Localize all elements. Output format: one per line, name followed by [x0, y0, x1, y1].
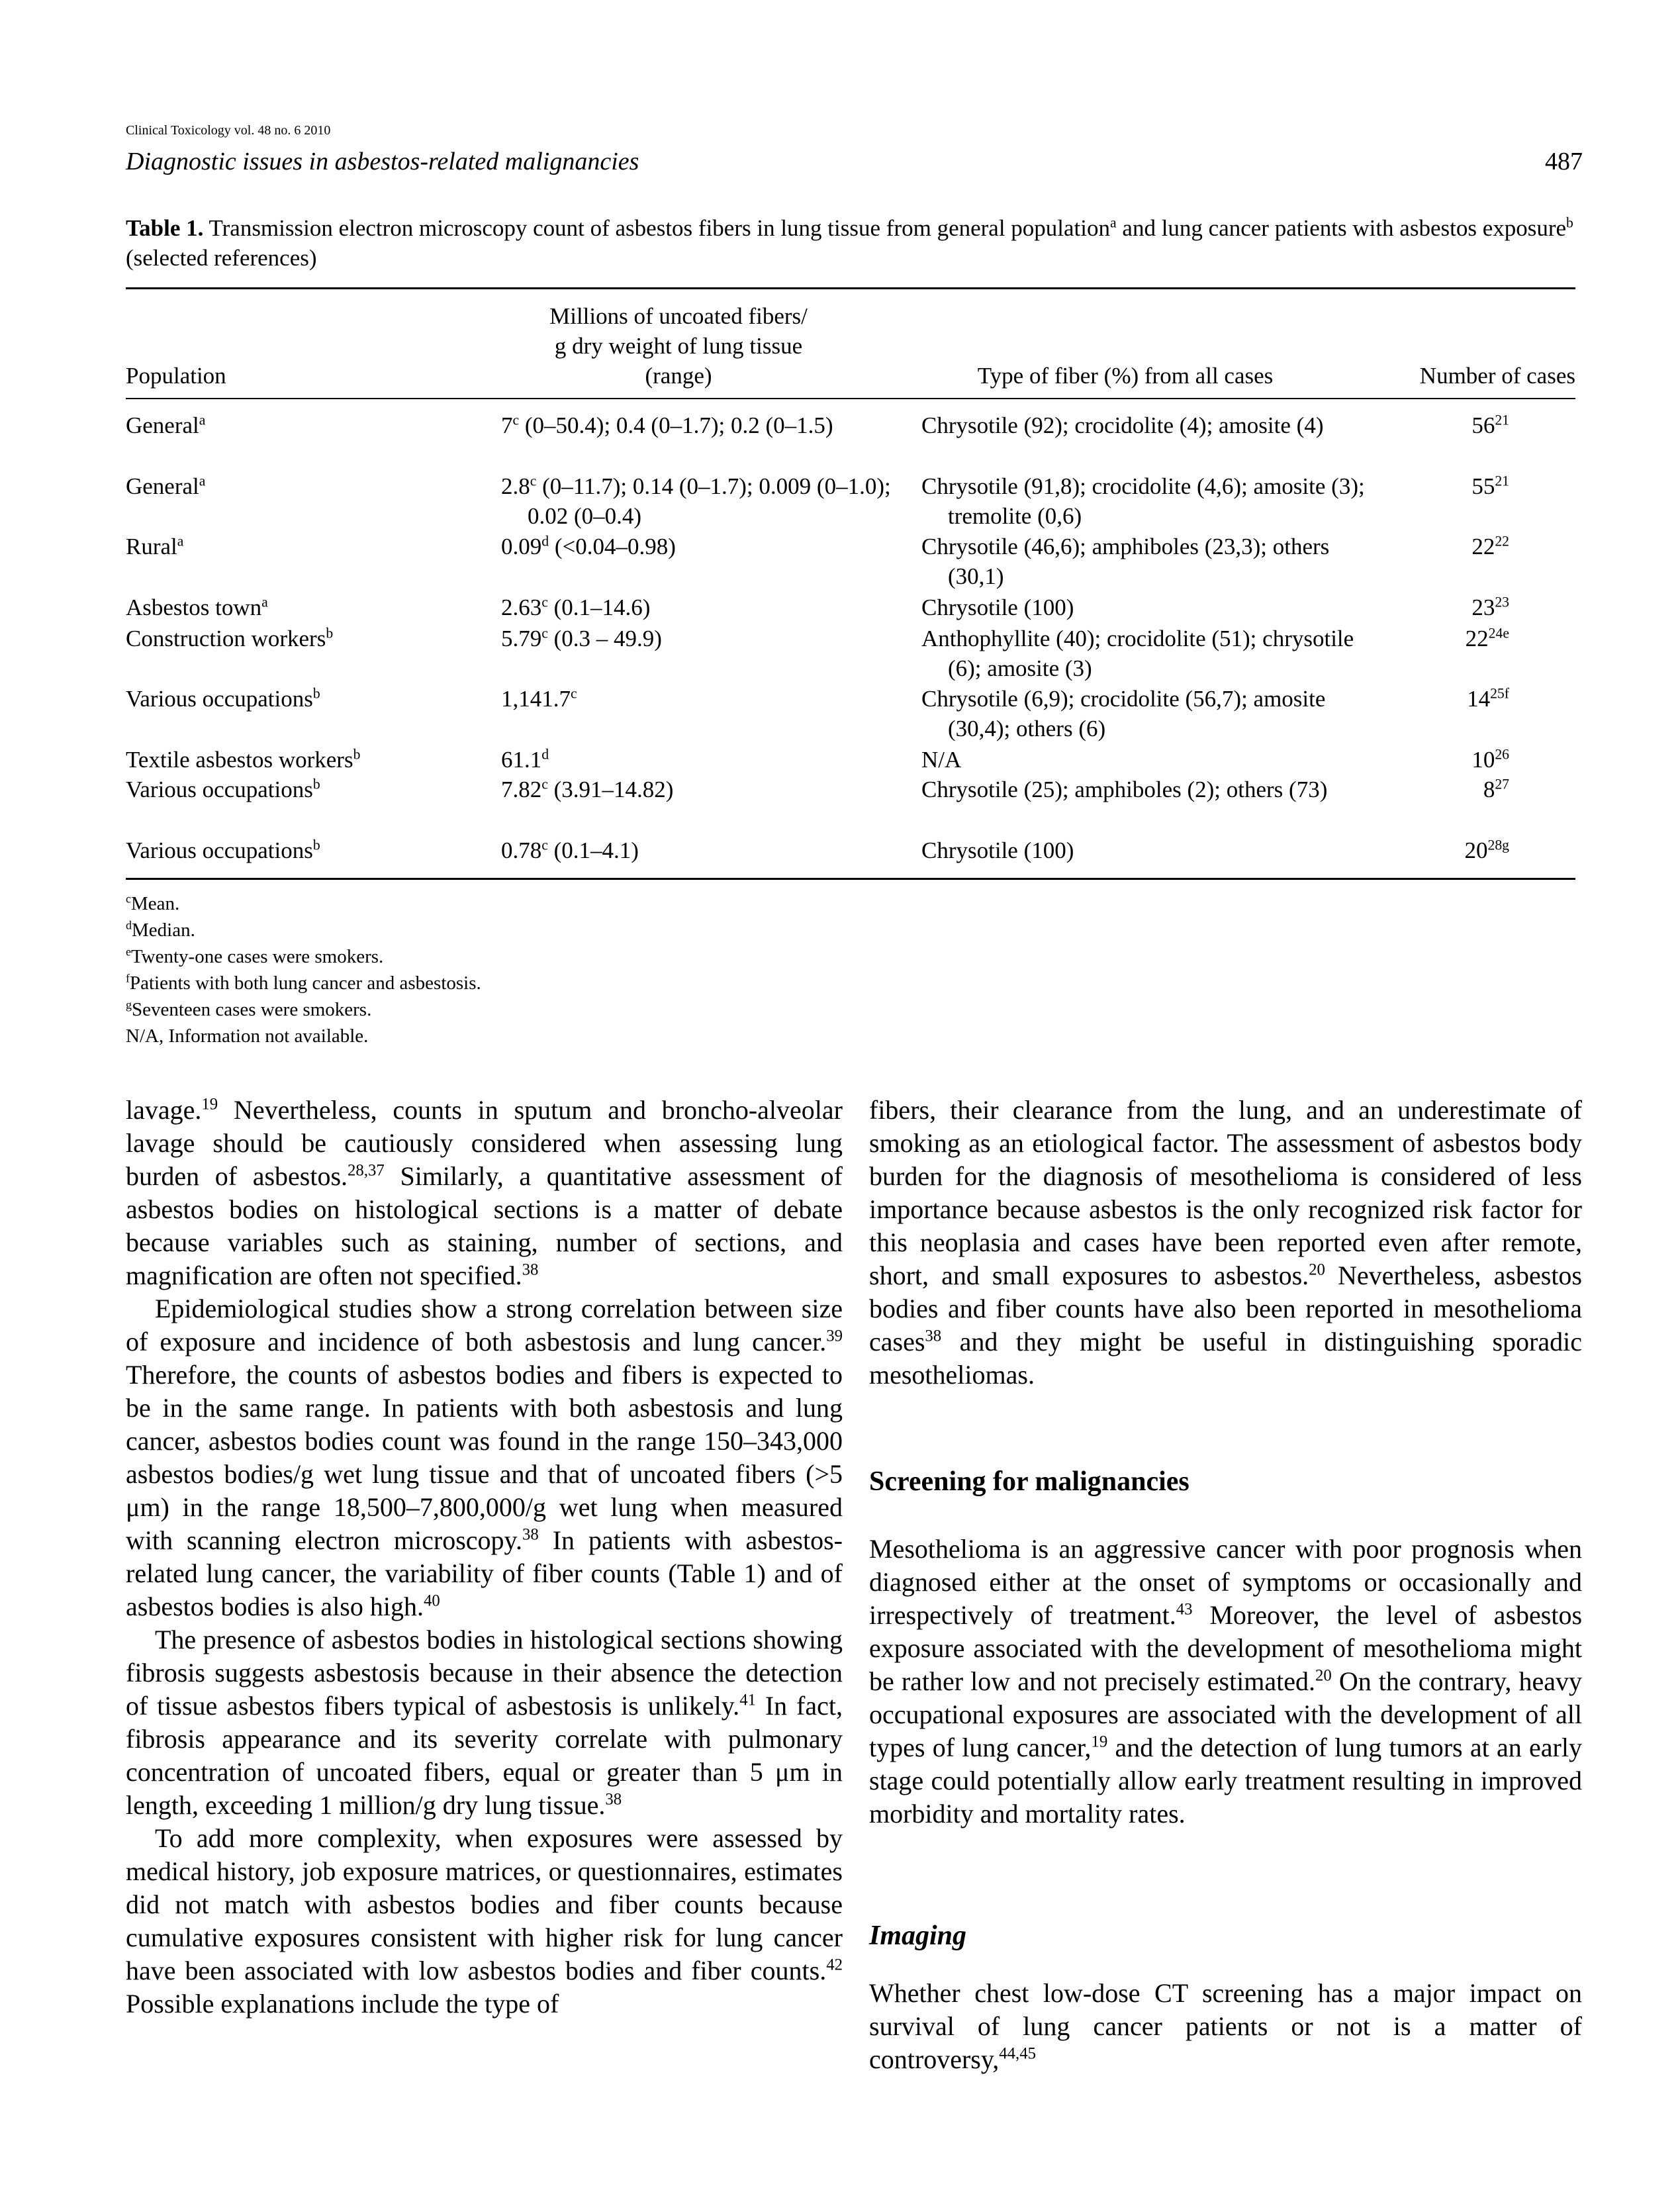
header-number-of-cases: Number of cases — [1419, 363, 1575, 389]
cell-population: Construction workers — [126, 626, 326, 651]
footnote-mark: e — [126, 945, 131, 959]
citation: 19 — [1091, 1733, 1108, 1751]
count-range: (3.91–14.82) — [547, 777, 674, 802]
cell-fiber-type: Chrysotile (25); amphiboles (2); others (73) — [921, 777, 1328, 802]
caption-text-2: and lung cancer patients with asbestos exposure — [1116, 215, 1567, 241]
paragraph: Epidemiological studies show a strong correlation between size of exposure and incidence of both asbestosis and lung cancer.$^{39}$ Therefore, the counts of asbestos bodies and fibers is expected to be in the same range. In patients with both asbestosis and lung cancer, asbestos bodies count was found in the range 150–343,000 asbestos bodies/g wet lung tissue and that of uncoated fibers (>5 μm) in the range 18,500–7,800,000/g wet lung when measured with scanning electron microscopy.$^{38}$ In patients with asbestos-related lung cancer, the variability of fiber counts (Table 1) and of asbestos bodies is also high.$^{40}$ — [126, 1294, 843, 1621]
population-sup: b — [353, 746, 361, 763]
cell-cases — [1377, 624, 1509, 653]
cell-cases — [1377, 835, 1509, 865]
paragraph: The presence of asbestos bodies in histological sections showing fibrosis suggests asbestosis because in their absence the detection of tissue asbestos fibers typical of asbestosis is unlikely.$^{41}$ In fact, fibrosis appearance and its severity correlate with pulmonary concentration of uncoated fibers, equal or greater than 5 μm in length, exceeding 1 million/g dry lung tissue.$^{38}$ — [126, 1625, 843, 1820]
table-caption — [126, 213, 1582, 273]
page-number: 487 — [1545, 148, 1583, 175]
count-value: 7.82 — [501, 777, 542, 802]
citation: 43 — [1176, 1600, 1193, 1619]
cases-ref: 21 — [1495, 473, 1509, 489]
header-fiber-type: Type of fiber (%) from all cases — [977, 363, 1274, 389]
cases-value: 22 — [1471, 534, 1495, 559]
subsection-heading: Imaging — [869, 1921, 967, 1951]
citation: 42 — [826, 1956, 843, 1974]
count-range: (0.1–14.6) — [547, 595, 651, 620]
cases-ref: 27 — [1495, 776, 1509, 792]
population-sup: b — [312, 837, 320, 853]
table-row — [126, 471, 205, 501]
table-row — [126, 775, 320, 804]
citation: 41 — [739, 1691, 756, 1709]
journal-citation: Clinical Toxicology vol. 48 no. 6 2010 — [126, 123, 331, 138]
cell-population: General — [126, 412, 199, 438]
cell-cases — [1377, 532, 1509, 561]
footnote-mark: g — [126, 998, 132, 1012]
count-range: (0–11.7); 0.14 (0–1.7); 0.009 (0–1.0); 0.02 (0–0.4) — [528, 473, 891, 529]
count-value: 5.79 — [501, 626, 542, 651]
cell-fiber-type: N/A — [921, 747, 962, 773]
count-sup: c — [541, 776, 548, 792]
count-sup: d — [541, 533, 549, 549]
cell-fiber-type: Chrysotile (46,6); amphiboles (23,3); others (30,1) — [921, 534, 1330, 589]
cell-fiber-type: Chrysotile (100) — [921, 595, 1074, 620]
cell-fiber-count — [501, 835, 898, 865]
footnote-text: N/A, Information not available. — [126, 1025, 369, 1047]
cell-fiber-type: Chrysotile (91,8); crocidolite (4,6); amosite (3); tremolite (0,6) — [921, 473, 1365, 529]
count-value: 61.1 — [501, 747, 542, 773]
table-row — [126, 684, 320, 714]
citation: 44,45 — [999, 2044, 1037, 2063]
cases-value: 14 — [1467, 686, 1491, 712]
paragraph: fibers, their clearance from the lung, and an underestimate of smoking as an etiological factor. The assessment of asbestos body burden for the diagnosis of mesothelioma is considered of less importance because asbestos is the only recognized risk factor for this neoplasia and cases have been reported even after remote, short, and small exposures to asbestos.$^{20}$ Nevertheless, asbestos bodies and fiber counts have also been reported in mesothelioma cases$^{38}$ and they might be useful in distinguishing sporadic mesotheliomas. — [869, 1095, 1582, 1390]
cell-population: Various occupations — [126, 777, 313, 802]
count-range: (0.1–4.1) — [547, 837, 639, 863]
cell-population: Various occupations — [126, 837, 313, 863]
header-population: Population — [126, 363, 226, 389]
count-value: 2.8 — [501, 473, 530, 499]
header-millions — [523, 301, 834, 391]
right-column-middle — [869, 1533, 1582, 1831]
paragraph: lavage.$^{19}$ Nevertheless, counts in sputum and broncho-alveolar lavage should be cautiously considered when assessing lung burden of asbestos.$^{28,37}$ Similarly, a quantitative assessment of asbestos bodies on histological sections is a matter of debate because variables such as staining, number of sections, and magnification are often not specified.$^{38}$ — [126, 1095, 843, 1290]
cell-fiber-type: Chrysotile (92); crocidolite (4); amosite (4) — [921, 412, 1324, 438]
cell-fiber-count — [501, 471, 898, 531]
table-footnote — [126, 890, 179, 918]
cell-fiber-type: Anthophyllite (40); crocidolite (51); chrysotile (6); amosite (3) — [921, 626, 1354, 681]
population-sup: a — [199, 412, 206, 428]
citation: 28,37 — [348, 1161, 385, 1180]
right-column-bottom — [869, 1977, 1582, 2076]
count-value: 0.78 — [501, 837, 542, 863]
table-footnote — [126, 943, 383, 971]
cell-cases — [1377, 471, 1509, 501]
table-footnote — [126, 1022, 368, 1050]
cases-ref: 24e — [1488, 625, 1509, 642]
footnote-text: Mean. — [130, 893, 180, 914]
right-column-top — [869, 1094, 1582, 1392]
cases-value: 20 — [1464, 837, 1488, 863]
count-sup: d — [541, 746, 549, 763]
table-bottom-rule — [126, 878, 1575, 880]
cases-value: 23 — [1471, 595, 1495, 620]
paragraph: To add more complexity, when exposures were assessed by medical history, job exposure matrices, or questionnaires, estimates did not match with asbestos bodies and fiber counts because cumulative exposures consistent with higher risk for lung cancer have been associated with low asbestos bodies and fiber counts.$^{42}$ Possible explanations include the type of — [126, 1823, 843, 2019]
header-millions-line1: Millions of uncoated fibers/ — [549, 303, 808, 329]
citation: 38 — [925, 1327, 942, 1345]
citation: 40 — [423, 1592, 440, 1610]
cell-population: Textile asbestos workers — [126, 747, 353, 773]
cases-ref: 26 — [1495, 746, 1509, 763]
table-footnote — [126, 969, 481, 997]
section-heading: Screening for malignancies — [869, 1466, 1190, 1497]
table-header-rule — [126, 398, 1575, 399]
footnote-mark: f — [126, 971, 130, 985]
cell-population: Various occupations — [126, 686, 313, 712]
footnote-mark: d — [126, 918, 132, 932]
header-millions-line2: g dry weight of lung tissue — [554, 333, 803, 359]
cell-fiber-count — [501, 775, 898, 804]
citation: 20 — [1315, 1666, 1332, 1685]
cell-fiber-count — [501, 410, 898, 440]
table-footnote — [126, 916, 195, 944]
cell-fiber-count — [501, 745, 898, 775]
caption-text-1: Transmission electron microscopy count of asbestos fibers in lung tissue from general population — [203, 215, 1111, 241]
cell-fiber-count — [501, 532, 898, 561]
table-row — [126, 410, 205, 440]
citation: 19 — [201, 1095, 218, 1114]
table-row — [126, 593, 268, 622]
count-range: (0.3 – 49.9) — [547, 626, 662, 651]
count-value: 2.63 — [501, 595, 542, 620]
left-column — [126, 1094, 843, 2021]
caption-sup-a: a — [1110, 214, 1117, 231]
cell-fiber-count — [501, 624, 898, 653]
cases-value: 22 — [1465, 626, 1489, 651]
table-top-rule — [126, 287, 1575, 289]
citation: 20 — [1309, 1261, 1325, 1279]
running-title: Diagnostic issues in asbestos-related malignancies — [126, 148, 639, 175]
footnote-mark: c — [126, 892, 131, 906]
population-sup: b — [326, 625, 334, 642]
population-sup: a — [199, 473, 206, 489]
count-sup: c — [541, 837, 548, 853]
count-range: (<0.04–0.98) — [549, 534, 676, 559]
cell-population: General — [126, 473, 199, 499]
count-sup: c — [571, 685, 577, 702]
cases-value: 55 — [1471, 473, 1495, 499]
paragraph: Whether chest low-dose CT screening has a major impact on survival of lung cancer patients or not is a matter of controversy,$^{44,45}$ — [869, 1978, 1582, 2074]
header-millions-line3: (range) — [645, 363, 712, 389]
footnote-text: Median. — [131, 920, 195, 941]
cases-value: 8 — [1483, 777, 1495, 802]
count-sup: c — [541, 625, 548, 642]
cell-cases — [1377, 410, 1509, 440]
population-sup: a — [261, 594, 268, 610]
population-sup: b — [312, 776, 320, 792]
paragraph: Mesothelioma is an aggressive cancer with poor prognosis when diagnosed either at the onset of symptoms or occasionally and irrespectively of treatment.$^{43}$ Moreover, the level of asbestos exposure associated with the development of mesothelioma might be rather low and not precisely estimated.$^{20}$ On the contrary, heavy occupational exposures are associated with the development of all types of lung cancer,$^{19}$ and the detection of lung tumors at an early stage could potentially allow early treatment resulting in improved morbidity and mortality rates. — [869, 1534, 1583, 1829]
table-row — [126, 745, 360, 775]
cases-value: 10 — [1471, 747, 1495, 773]
footnote-text: Seventeen cases were smokers. — [131, 999, 372, 1020]
table-row — [126, 624, 333, 653]
count-sup: c — [541, 594, 548, 610]
cell-fiber-type: Chrysotile (100) — [921, 837, 1074, 863]
cell-fiber-count — [501, 684, 898, 714]
cell-population: Asbestos town — [126, 595, 262, 620]
caption-sup-b: b — [1566, 214, 1573, 231]
cases-ref: 21 — [1495, 412, 1509, 428]
cases-ref: 28g — [1487, 837, 1509, 853]
cell-cases — [1377, 684, 1509, 714]
footnote-text: Patients with both lung cancer and asbestosis. — [129, 973, 481, 994]
population-sup: a — [177, 533, 184, 549]
table-footnote — [126, 996, 371, 1024]
count-sup: c — [512, 412, 520, 428]
cases-ref: 22 — [1495, 533, 1509, 549]
count-value: 1,141.7 — [501, 686, 571, 712]
cell-population: Rural — [126, 534, 177, 559]
citation: 38 — [522, 1525, 539, 1544]
count-value: 0.09 — [501, 534, 542, 559]
count-sup: c — [530, 473, 537, 489]
cell-cases — [1377, 775, 1509, 804]
cases-ref: 25f — [1490, 685, 1509, 702]
footnote-text: Twenty-one cases were smokers. — [130, 946, 384, 967]
cell-cases — [1377, 745, 1509, 775]
count-value: 7 — [501, 412, 513, 438]
cell-cases — [1377, 593, 1509, 622]
population-sup: b — [312, 685, 320, 702]
count-range: (0–50.4); 0.4 (0–1.7); 0.2 (0–1.5) — [519, 412, 833, 438]
citation: 38 — [522, 1261, 539, 1279]
caption-text-3: (selected references) — [126, 245, 317, 271]
citation: 39 — [826, 1327, 843, 1345]
cell-fiber-type: Chrysotile (6,9); crocidolite (56,7); amosite (30,4); others (6) — [921, 686, 1326, 741]
cell-fiber-count — [501, 593, 898, 622]
table-row — [126, 532, 183, 561]
cases-ref: 23 — [1495, 594, 1509, 610]
citation: 38 — [605, 1790, 622, 1809]
table-row — [126, 835, 320, 865]
cases-value: 56 — [1471, 412, 1495, 438]
table-label: Table 1. — [126, 215, 204, 241]
